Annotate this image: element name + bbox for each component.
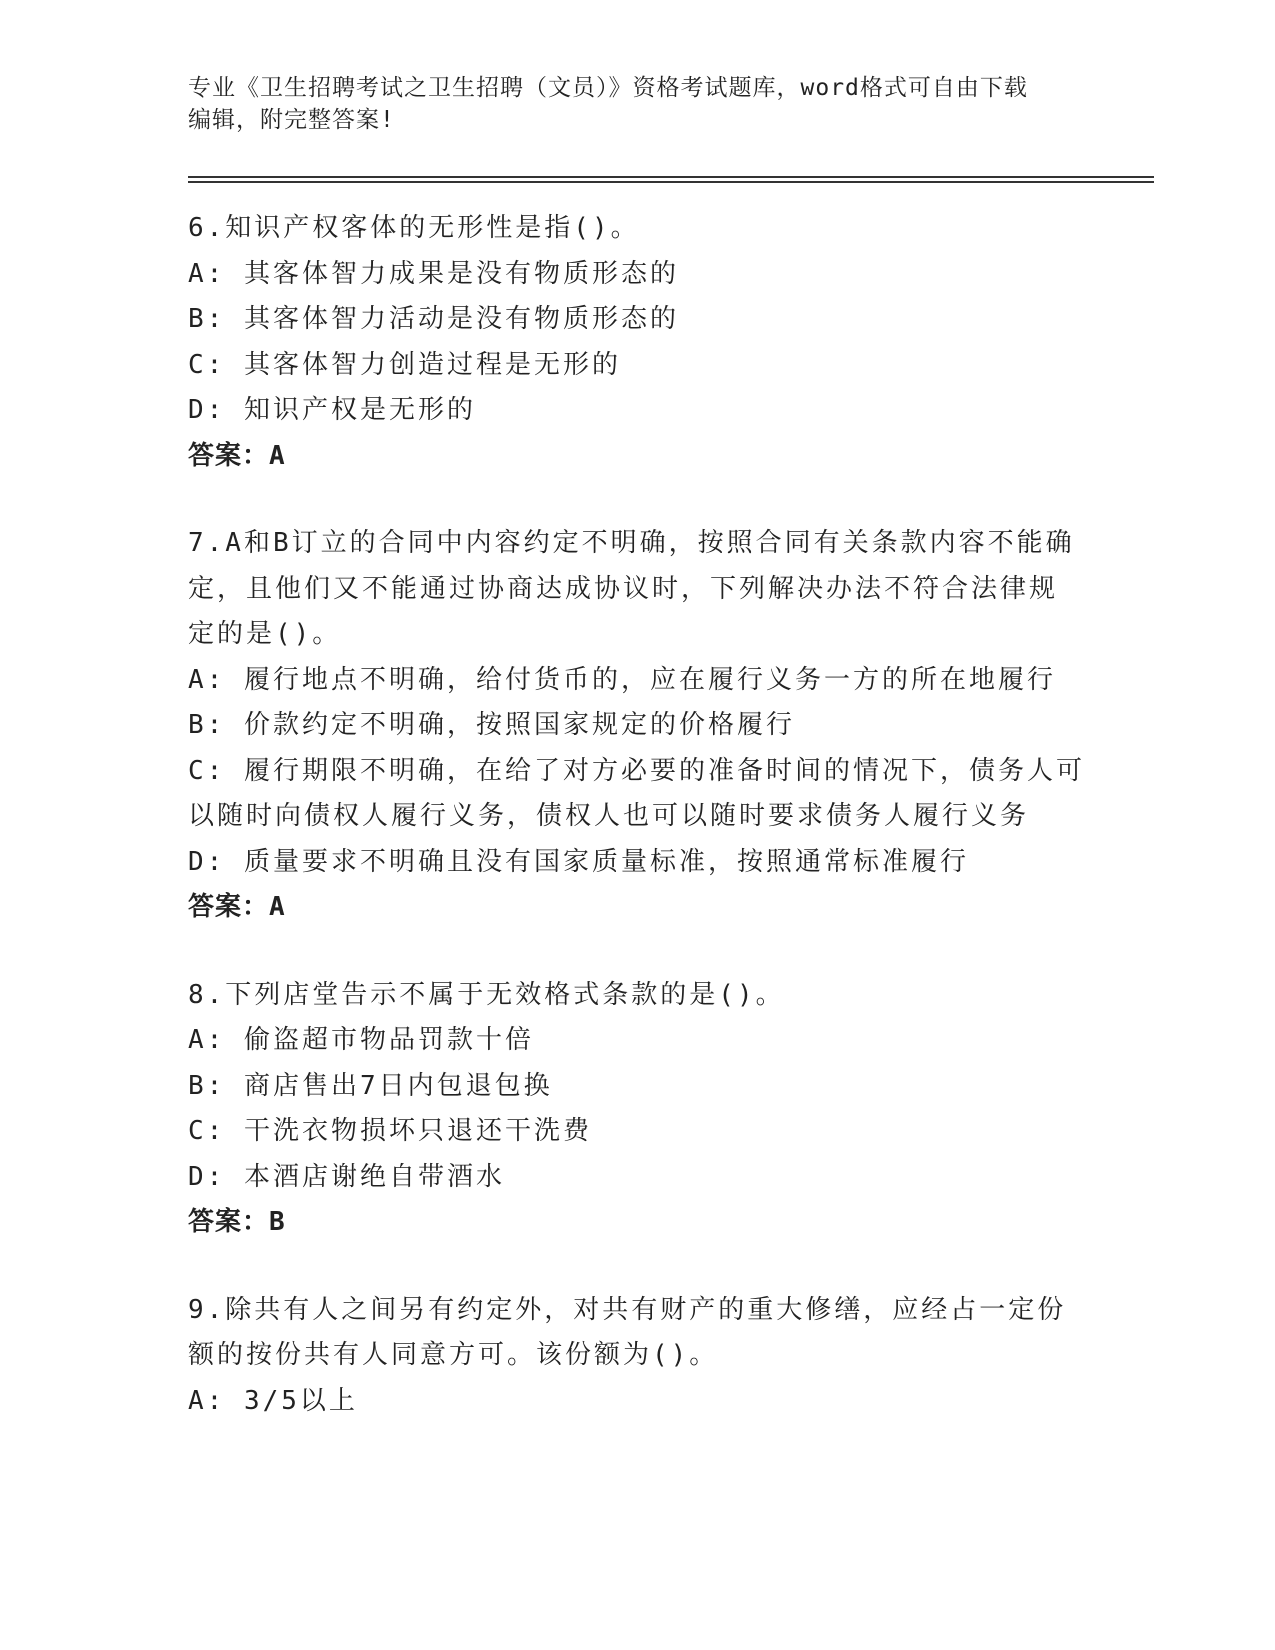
question-1 (188, 206, 1088, 479)
header-title-line-1: 专业《卫生招聘考试之卫生招聘（文员）》资格考试题库，word格式可自由下载 (188, 75, 1028, 101)
answer-option-line: C: 干洗衣物损坏只退还干洗费 (188, 1116, 592, 1146)
answer-option-line: B: 商店售出7日内包退包换 (188, 1070, 553, 1101)
answer-option-line: A: 履行地点不明确，给付货币的，应在履行义务一方的所在地履行 (188, 664, 1056, 695)
answer-key: 答案：B (188, 1207, 286, 1237)
answer-option-line: A: 偷盗超市物品罚款十倍 (188, 1025, 534, 1055)
question-4 (188, 1288, 1088, 1425)
question-stem-line: 6.知识产权客体的无形性是指()。 (188, 213, 640, 243)
answer-key: 答案：A (188, 892, 286, 922)
document-header (188, 72, 1068, 136)
question-stem-line: 额的按份共有人同意方可。该份额为()。 (188, 1340, 719, 1370)
question-stem-line: 8.下列店堂告示不属于无效格式条款的是()。 (188, 979, 785, 1010)
question-stem-line: 定，且他们又不能通过协商达成协议时，下列解决办法不符合法律规 (188, 573, 1059, 604)
answer-option-line: A: 其客体智力成果是没有物质形态的 (188, 258, 679, 289)
answer-key: 答案：A (188, 440, 286, 471)
question-stem-line: 9.除共有人之间另有约定外，对共有财产的重大修缮，应经占一定份 (188, 1294, 1067, 1325)
question-stem-line: 7.A和B订立的合同中内容约定不明确，按照合同有关条款内容不能确 (188, 528, 1075, 558)
answer-option-line: D: 质量要求不明确且没有国家质量标准，按照通常标准履行 (188, 846, 969, 877)
answer-option-line: 以随时向债权人履行义务，债权人也可以随时要求债务人履行义务 (188, 801, 1030, 831)
question-stem-line: 定的是()。 (188, 619, 342, 649)
answer-option-line: A: 3/5以上 (188, 1385, 358, 1416)
header-divider-top (188, 176, 1154, 178)
answer-option-line: B: 其客体智力活动是没有物质形态的 (188, 304, 679, 334)
answer-option-line: B: 价款约定不明确，按照国家规定的价格履行 (188, 710, 795, 740)
question-2 (188, 521, 1088, 931)
answer-option-line: C: 其客体智力创造过程是无形的 (188, 349, 621, 380)
header-title-line-2: 编辑，附完整答案! (188, 107, 395, 133)
answer-option-line: D: 知识产权是无形的 (188, 395, 476, 425)
answer-option-line: C: 履行期限不明确，在给了对方必要的准备时间的情况下，债务人可 (188, 755, 1085, 786)
answer-option-line: D: 本酒店谢绝自带酒水 (188, 1161, 505, 1192)
header-divider-bottom (188, 181, 1154, 183)
question-list (188, 206, 1088, 1466)
question-3 (188, 973, 1088, 1246)
